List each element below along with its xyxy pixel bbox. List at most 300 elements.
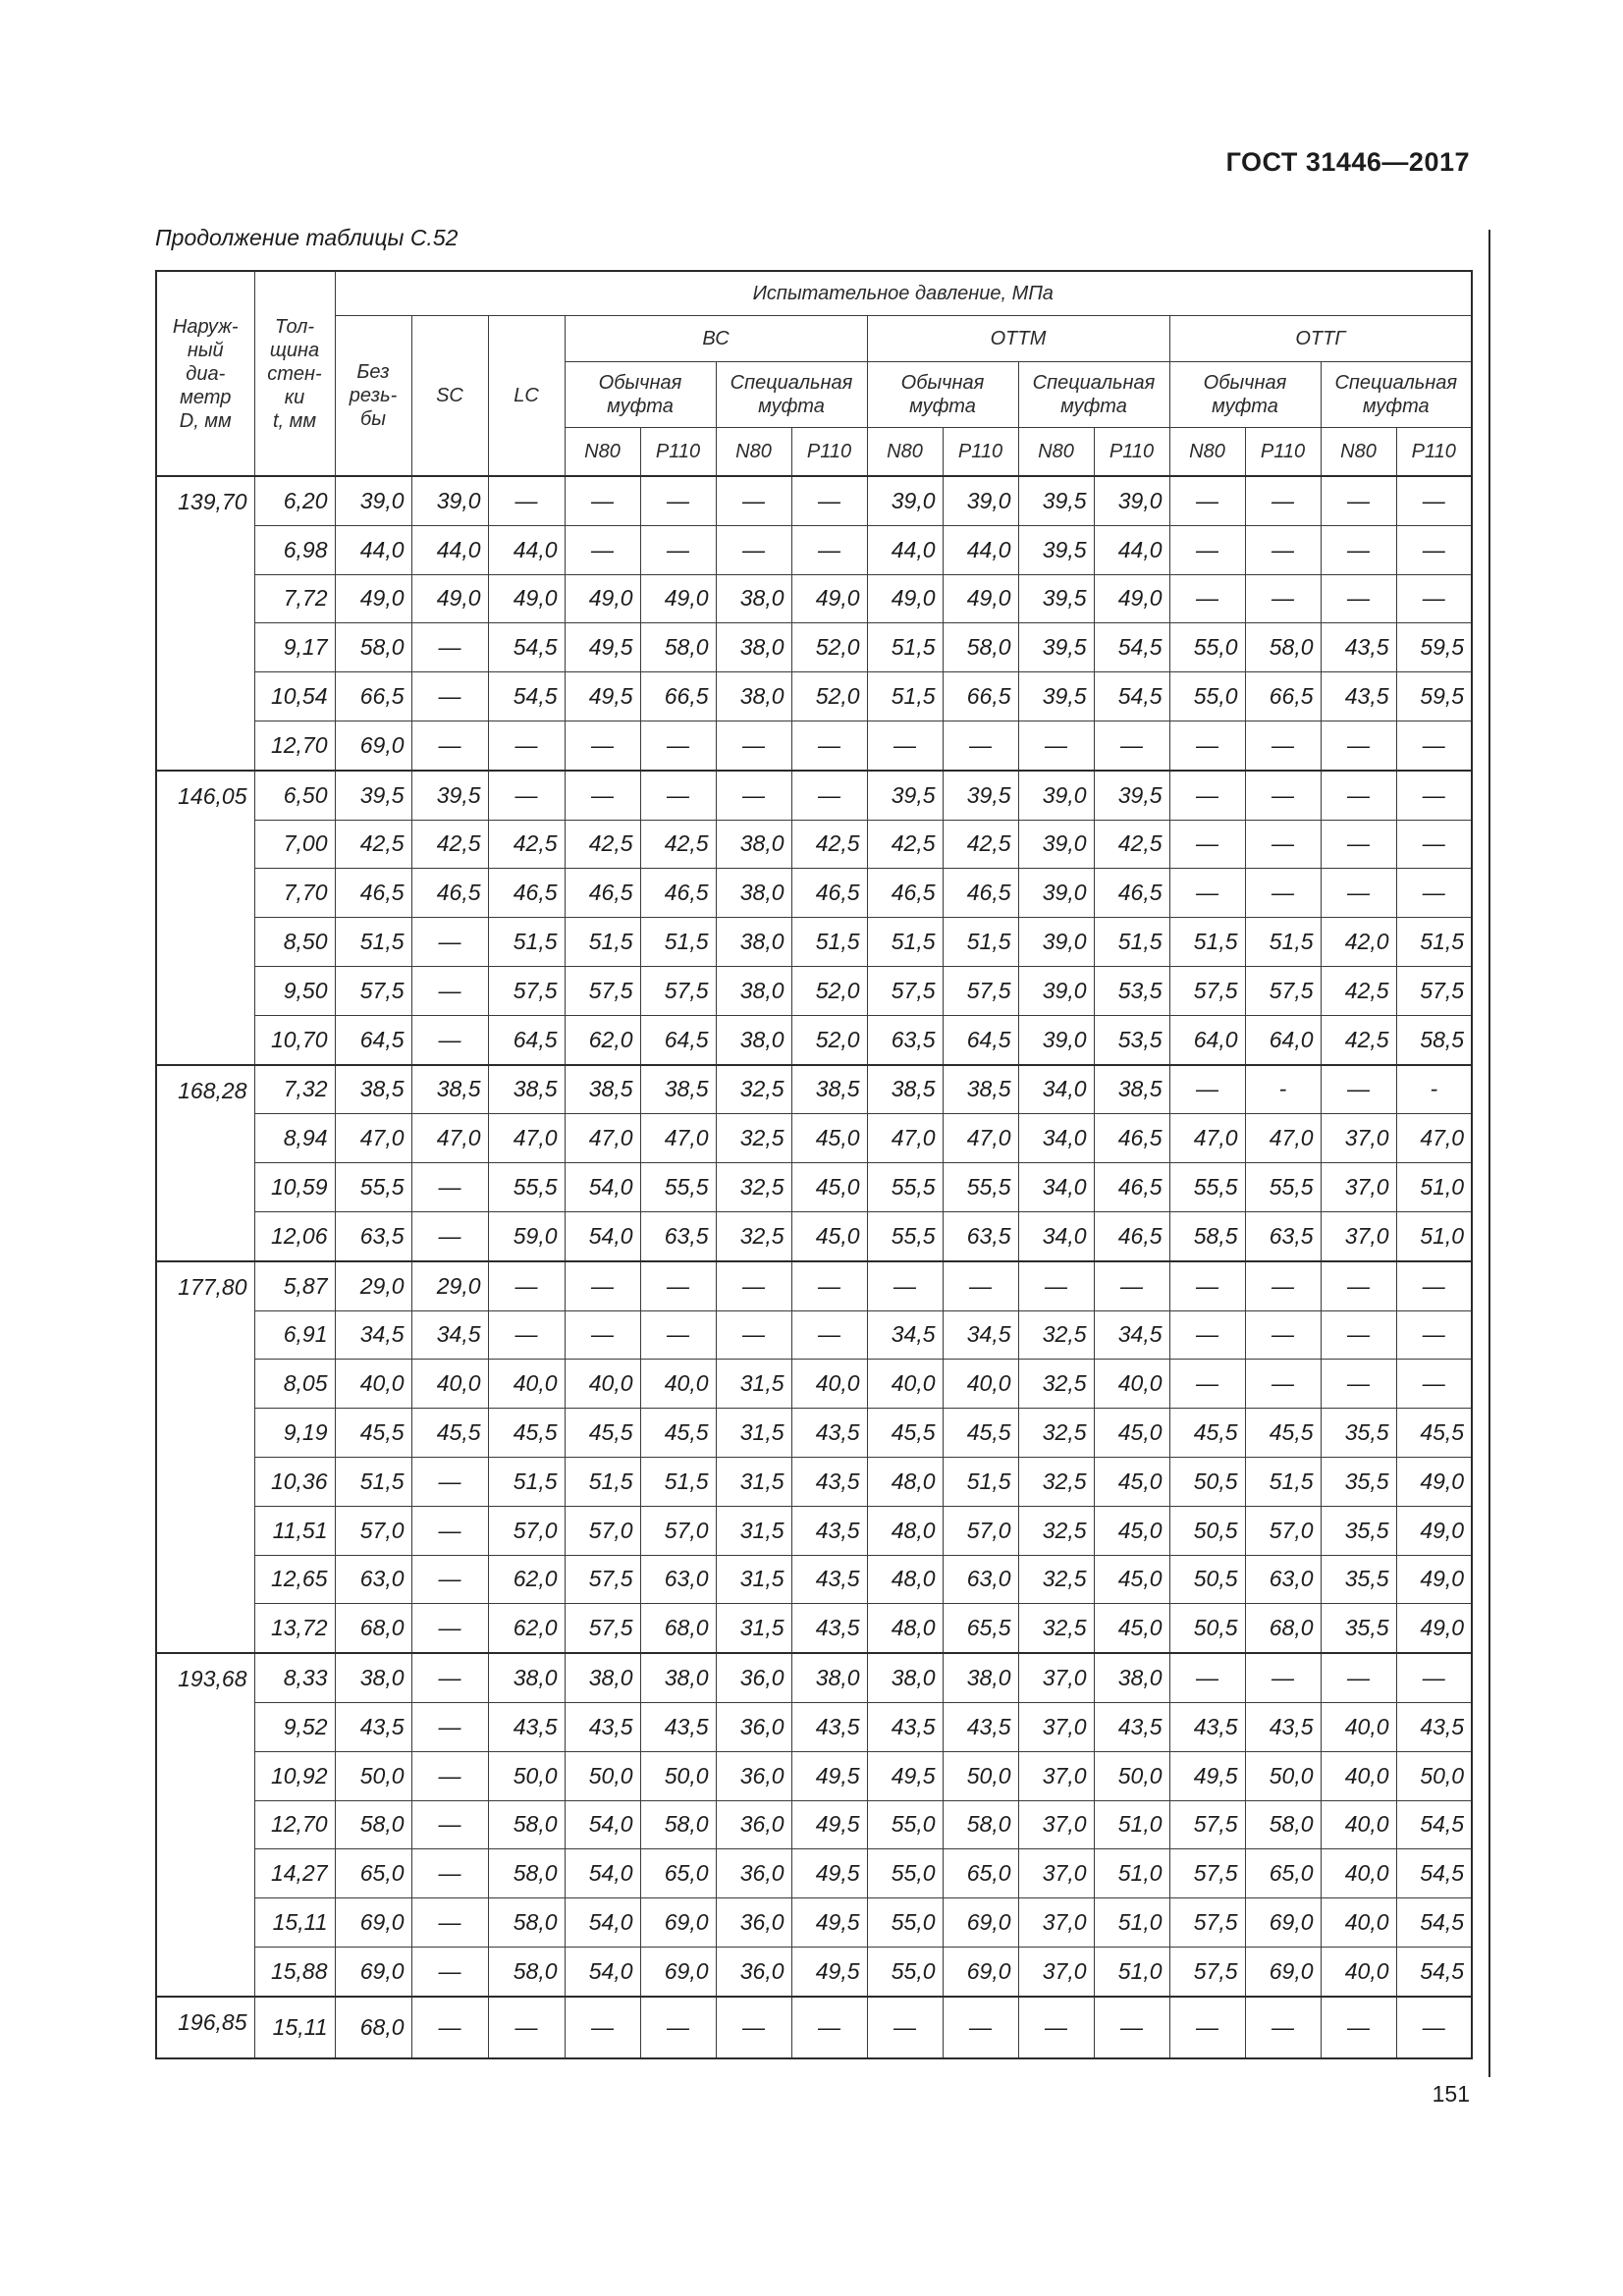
cell-test-pressure: 43,5 — [791, 1457, 867, 1506]
cell-test-pressure: 32,5 — [1018, 1604, 1094, 1653]
cell-test-pressure: — — [1396, 525, 1472, 574]
cell-test-pressure: 48,0 — [867, 1457, 943, 1506]
cell-test-pressure: 48,0 — [867, 1506, 943, 1555]
cell-test-pressure: — — [1018, 1997, 1094, 2058]
cell-wall-thickness: 9,50 — [254, 966, 335, 1015]
cell-wall-thickness: 9,19 — [254, 1409, 335, 1458]
cell-test-pressure: 55,5 — [488, 1163, 565, 1212]
cell-test-pressure: 43,5 — [791, 1555, 867, 1604]
cell-test-pressure: 49,0 — [488, 574, 565, 623]
table-header — [156, 271, 1472, 476]
cell-test-pressure: 32,5 — [716, 1211, 791, 1260]
cell-test-pressure: — — [565, 1997, 640, 2058]
cell-outer-diameter: 193,68 — [156, 1653, 254, 1997]
cell-test-pressure: 51,0 — [1094, 1898, 1169, 1948]
cell-test-pressure: 63,5 — [867, 1015, 943, 1064]
cell-test-pressure: 46,5 — [335, 869, 411, 918]
cell-wall-thickness: 7,72 — [254, 574, 335, 623]
table-row — [156, 1898, 1472, 1948]
cell-wall-thickness: 7,70 — [254, 869, 335, 918]
cell-test-pressure: 35,5 — [1321, 1506, 1396, 1555]
cell-test-pressure: 55,5 — [867, 1211, 943, 1260]
cell-test-pressure: 57,5 — [1245, 966, 1321, 1015]
cell-test-pressure: — — [716, 525, 791, 574]
cell-test-pressure: 69,0 — [1245, 1947, 1321, 1996]
cell-test-pressure: 50,0 — [565, 1751, 640, 1800]
table-row — [156, 1800, 1472, 1849]
cell-test-pressure: 52,0 — [791, 1015, 867, 1064]
cell-test-pressure: 45,5 — [335, 1409, 411, 1458]
cell-test-pressure: 45,0 — [791, 1114, 867, 1163]
cell-test-pressure: 40,0 — [1321, 1702, 1396, 1751]
cell-test-pressure: 36,0 — [716, 1702, 791, 1751]
header-group-ottm: ОТТМ — [867, 316, 1169, 362]
cell-test-pressure: 64,5 — [943, 1015, 1018, 1064]
cell-test-pressure: 31,5 — [716, 1604, 791, 1653]
table-row — [156, 1506, 1472, 1555]
cell-test-pressure: 57,0 — [1245, 1506, 1321, 1555]
cell-wall-thickness: 7,00 — [254, 820, 335, 869]
header-sc: SC — [411, 316, 488, 477]
table-row — [156, 1065, 1472, 1114]
cell-test-pressure: 46,5 — [1094, 869, 1169, 918]
header-grade-p110: P110 — [791, 428, 867, 477]
cell-test-pressure: 46,5 — [791, 869, 867, 918]
cell-test-pressure: 58,0 — [640, 1800, 716, 1849]
cell-wall-thickness: 12,65 — [254, 1555, 335, 1604]
table-row — [156, 1261, 1472, 1310]
cell-test-pressure: 65,0 — [1245, 1849, 1321, 1898]
cell-test-pressure: 57,0 — [488, 1506, 565, 1555]
cell-test-pressure: 55,0 — [867, 1849, 943, 1898]
cell-test-pressure: — — [411, 1849, 488, 1898]
cell-test-pressure: — — [1094, 721, 1169, 770]
cell-wall-thickness: 8,50 — [254, 918, 335, 967]
cell-test-pressure: 29,0 — [411, 1261, 488, 1310]
cell-test-pressure: 38,0 — [488, 1653, 565, 1702]
cell-test-pressure: 32,5 — [1018, 1360, 1094, 1409]
cell-test-pressure: 36,0 — [716, 1947, 791, 1996]
cell-test-pressure: 37,0 — [1018, 1947, 1094, 1996]
cell-test-pressure: 49,0 — [1396, 1604, 1472, 1653]
cell-test-pressure: — — [411, 1898, 488, 1948]
cell-test-pressure: 39,0 — [1094, 476, 1169, 525]
cell-test-pressure: 31,5 — [716, 1555, 791, 1604]
cell-test-pressure: — — [411, 1751, 488, 1800]
cell-test-pressure: 32,5 — [1018, 1506, 1094, 1555]
cell-test-pressure: 58,5 — [1169, 1211, 1245, 1260]
cell-test-pressure: 52,0 — [791, 966, 867, 1015]
cell-test-pressure: 55,0 — [1169, 672, 1245, 721]
cell-test-pressure: — — [411, 623, 488, 672]
cell-wall-thickness: 15,11 — [254, 1898, 335, 1948]
cell-test-pressure: — — [565, 1310, 640, 1360]
cell-test-pressure: 38,0 — [716, 1015, 791, 1064]
cell-test-pressure: 39,5 — [943, 771, 1018, 820]
cell-test-pressure: 58,0 — [640, 623, 716, 672]
standard-number: ГОСТ 31446—2017 — [1225, 147, 1470, 177]
cell-test-pressure: 36,0 — [716, 1849, 791, 1898]
cell-test-pressure: 68,0 — [1245, 1604, 1321, 1653]
cell-test-pressure: 44,0 — [943, 525, 1018, 574]
cell-wall-thickness: 9,52 — [254, 1702, 335, 1751]
cell-test-pressure: 47,0 — [411, 1114, 488, 1163]
cell-test-pressure: 57,5 — [565, 1555, 640, 1604]
cell-test-pressure: — — [411, 966, 488, 1015]
cell-test-pressure: 34,5 — [1094, 1310, 1169, 1360]
cell-test-pressure: — — [1245, 771, 1321, 820]
cell-test-pressure: 47,0 — [1169, 1114, 1245, 1163]
cell-test-pressure: 68,0 — [640, 1604, 716, 1653]
cell-test-pressure: 58,0 — [943, 1800, 1018, 1849]
cell-test-pressure: 44,0 — [488, 525, 565, 574]
cell-test-pressure: 35,5 — [1321, 1409, 1396, 1458]
cell-test-pressure: 42,5 — [791, 820, 867, 869]
cell-test-pressure: 57,5 — [1396, 966, 1472, 1015]
cell-test-pressure: 51,0 — [1094, 1947, 1169, 1996]
cell-test-pressure: 32,5 — [716, 1114, 791, 1163]
cell-test-pressure: 63,0 — [943, 1555, 1018, 1604]
cell-test-pressure: 65,5 — [943, 1604, 1018, 1653]
cell-test-pressure: 51,5 — [1169, 918, 1245, 967]
table-row — [156, 918, 1472, 967]
cell-test-pressure: — — [1321, 1997, 1396, 2058]
cell-test-pressure: 43,5 — [791, 1506, 867, 1555]
cell-test-pressure: 57,5 — [867, 966, 943, 1015]
cell-test-pressure: — — [1169, 771, 1245, 820]
cell-test-pressure: 40,0 — [1321, 1751, 1396, 1800]
cell-test-pressure: 51,5 — [335, 918, 411, 967]
cell-test-pressure: 38,0 — [943, 1653, 1018, 1702]
table-row — [156, 672, 1472, 721]
cell-test-pressure: 46,5 — [943, 869, 1018, 918]
cell-test-pressure: 58,0 — [943, 623, 1018, 672]
cell-test-pressure: — — [411, 1211, 488, 1260]
cell-wall-thickness: 15,88 — [254, 1947, 335, 1996]
cell-test-pressure: 52,0 — [791, 623, 867, 672]
cell-test-pressure: 51,5 — [488, 918, 565, 967]
cell-test-pressure: — — [411, 1604, 488, 1653]
cell-test-pressure: 51,5 — [867, 918, 943, 967]
cell-test-pressure: 63,5 — [943, 1211, 1018, 1260]
cell-test-pressure: — — [1396, 1310, 1472, 1360]
cell-test-pressure: 54,5 — [1396, 1947, 1472, 1996]
cell-test-pressure: 49,0 — [1396, 1457, 1472, 1506]
cell-test-pressure: 34,5 — [867, 1310, 943, 1360]
cell-test-pressure: 42,5 — [1321, 966, 1396, 1015]
cell-test-pressure: 55,5 — [1169, 1163, 1245, 1212]
table-row — [156, 1751, 1472, 1800]
cell-test-pressure: 43,5 — [335, 1702, 411, 1751]
cell-test-pressure: 54,5 — [488, 623, 565, 672]
cell-test-pressure: 64,0 — [1245, 1015, 1321, 1064]
cell-test-pressure: — — [1245, 574, 1321, 623]
cell-test-pressure: 59,5 — [1396, 623, 1472, 672]
cell-test-pressure: — — [716, 1261, 791, 1310]
cell-test-pressure: 43,5 — [867, 1702, 943, 1751]
cell-test-pressure: — — [716, 771, 791, 820]
cell-test-pressure: 58,0 — [488, 1898, 565, 1948]
cell-test-pressure: 45,5 — [1169, 1409, 1245, 1458]
cell-test-pressure: — — [411, 672, 488, 721]
cell-test-pressure: — — [1169, 1310, 1245, 1360]
cell-test-pressure: — — [791, 721, 867, 770]
cell-test-pressure: 38,5 — [943, 1065, 1018, 1114]
cell-test-pressure: 38,5 — [640, 1065, 716, 1114]
cell-test-pressure: 48,0 — [867, 1604, 943, 1653]
cell-test-pressure: 38,5 — [791, 1065, 867, 1114]
cell-test-pressure: 58,0 — [488, 1800, 565, 1849]
cell-test-pressure: 46,5 — [1094, 1114, 1169, 1163]
cell-test-pressure: 40,0 — [943, 1360, 1018, 1409]
cell-test-pressure: — — [565, 771, 640, 820]
cell-test-pressure: 39,0 — [943, 476, 1018, 525]
cell-test-pressure: 47,0 — [1396, 1114, 1472, 1163]
cell-test-pressure: 49,5 — [791, 1800, 867, 1849]
cell-test-pressure: 64,5 — [640, 1015, 716, 1064]
cell-test-pressure: 37,0 — [1321, 1114, 1396, 1163]
cell-test-pressure: 44,0 — [867, 525, 943, 574]
header-grade-n80: N80 — [565, 428, 640, 477]
cell-test-pressure: 31,5 — [716, 1506, 791, 1555]
cell-wall-thickness: 12,06 — [254, 1211, 335, 1260]
cell-test-pressure: 49,0 — [943, 574, 1018, 623]
cell-test-pressure: 32,5 — [1018, 1310, 1094, 1360]
header-special-coupling: Специальная муфта — [716, 362, 867, 428]
cell-test-pressure: 62,0 — [488, 1604, 565, 1653]
cell-test-pressure: 54,0 — [565, 1898, 640, 1948]
cell-test-pressure: — — [640, 525, 716, 574]
header-grade-p110: P110 — [640, 428, 716, 477]
cell-test-pressure: 54,0 — [565, 1849, 640, 1898]
cell-test-pressure: — — [1396, 771, 1472, 820]
cell-test-pressure: — — [411, 1800, 488, 1849]
cell-test-pressure: 31,5 — [716, 1409, 791, 1458]
cell-test-pressure: 49,5 — [791, 1849, 867, 1898]
cell-test-pressure: 55,0 — [867, 1898, 943, 1948]
cell-test-pressure: 48,0 — [867, 1555, 943, 1604]
cell-wall-thickness: 7,32 — [254, 1065, 335, 1114]
cell-test-pressure: — — [1169, 1261, 1245, 1310]
cell-test-pressure: 69,0 — [335, 1947, 411, 1996]
cell-test-pressure: 38,5 — [1094, 1065, 1169, 1114]
cell-test-pressure: — — [1094, 1261, 1169, 1310]
cell-test-pressure: 47,0 — [565, 1114, 640, 1163]
cell-test-pressure: 62,0 — [488, 1555, 565, 1604]
cell-test-pressure: — — [1245, 1360, 1321, 1409]
cell-test-pressure: 57,0 — [943, 1506, 1018, 1555]
cell-test-pressure: 47,0 — [640, 1114, 716, 1163]
cell-test-pressure: 42,0 — [1321, 918, 1396, 967]
cell-test-pressure: — — [411, 1653, 488, 1702]
cell-test-pressure: — — [640, 1997, 716, 2058]
cell-test-pressure: 59,5 — [1396, 672, 1472, 721]
cell-wall-thickness: 5,87 — [254, 1261, 335, 1310]
cell-test-pressure: 52,0 — [791, 672, 867, 721]
header-grade-n80: N80 — [1169, 428, 1245, 477]
cell-test-pressure: — — [565, 721, 640, 770]
cell-test-pressure: 69,0 — [335, 721, 411, 770]
cell-test-pressure: 42,5 — [943, 820, 1018, 869]
header-normal-coupling: Обычная муфта — [867, 362, 1018, 428]
cell-wall-thickness: 12,70 — [254, 1800, 335, 1849]
cell-test-pressure: 39,0 — [1018, 966, 1094, 1015]
cell-test-pressure: 64,0 — [1169, 1015, 1245, 1064]
cell-test-pressure: 55,0 — [1169, 623, 1245, 672]
cell-test-pressure: 38,0 — [716, 574, 791, 623]
cell-test-pressure: 63,0 — [1245, 1555, 1321, 1604]
cell-test-pressure: 53,5 — [1094, 966, 1169, 1015]
cell-test-pressure: 69,0 — [943, 1947, 1018, 1996]
table-row — [156, 1653, 1472, 1702]
cell-test-pressure: 58,0 — [1245, 623, 1321, 672]
cell-test-pressure: 36,0 — [716, 1653, 791, 1702]
cell-test-pressure: 40,0 — [1321, 1947, 1396, 1996]
cell-test-pressure: 39,5 — [335, 771, 411, 820]
cell-test-pressure: — — [1396, 1997, 1472, 2058]
cell-test-pressure: 55,5 — [867, 1163, 943, 1212]
cell-test-pressure: 38,0 — [1094, 1653, 1169, 1702]
cell-test-pressure: — — [640, 476, 716, 525]
cell-test-pressure: — — [1169, 1653, 1245, 1702]
cell-test-pressure: — — [488, 771, 565, 820]
cell-test-pressure: 42,5 — [335, 820, 411, 869]
table-row — [156, 966, 1472, 1015]
table-row — [156, 1604, 1472, 1653]
cell-test-pressure: — — [1321, 1310, 1396, 1360]
cell-test-pressure: — — [943, 1997, 1018, 2058]
table-row — [156, 1409, 1472, 1458]
cell-test-pressure: — — [565, 1261, 640, 1310]
cell-test-pressure: 44,0 — [335, 525, 411, 574]
cell-test-pressure: 45,0 — [1094, 1457, 1169, 1506]
table-row — [156, 1360, 1472, 1409]
cell-test-pressure: 55,5 — [1245, 1163, 1321, 1212]
table-row — [156, 1114, 1472, 1163]
cell-test-pressure: — — [1018, 721, 1094, 770]
cell-test-pressure: 57,5 — [943, 966, 1018, 1015]
page-number: 151 — [1432, 2081, 1470, 2107]
header-grade-n80: N80 — [1018, 428, 1094, 477]
cell-test-pressure: 51,5 — [943, 918, 1018, 967]
cell-test-pressure: 29,0 — [335, 1261, 411, 1310]
header-wall-thickness: Тол- щина стен- ки t, мм — [254, 271, 335, 476]
cell-test-pressure: — — [1245, 1653, 1321, 1702]
cell-test-pressure: 51,5 — [791, 918, 867, 967]
cell-test-pressure: 39,0 — [1018, 1015, 1094, 1064]
cell-test-pressure: 38,0 — [716, 869, 791, 918]
cell-test-pressure: 54,5 — [1396, 1849, 1472, 1898]
cell-test-pressure: — — [791, 771, 867, 820]
cell-test-pressure: 34,5 — [411, 1310, 488, 1360]
cell-test-pressure: 37,0 — [1018, 1849, 1094, 1898]
cell-test-pressure: 37,0 — [1018, 1898, 1094, 1948]
cell-test-pressure: — — [488, 1310, 565, 1360]
cell-test-pressure: — — [411, 1163, 488, 1212]
header-group-ottg: ОТТГ — [1169, 316, 1472, 362]
cell-test-pressure: 65,0 — [640, 1849, 716, 1898]
cell-test-pressure: 57,5 — [565, 966, 640, 1015]
cell-test-pressure: 58,0 — [335, 1800, 411, 1849]
cell-wall-thickness: 10,92 — [254, 1751, 335, 1800]
cell-test-pressure: 49,5 — [791, 1898, 867, 1948]
cell-test-pressure: 54,5 — [1396, 1898, 1472, 1948]
cell-test-pressure: 58,0 — [1245, 1800, 1321, 1849]
cell-wall-thickness: 10,59 — [254, 1163, 335, 1212]
table-row — [156, 721, 1472, 770]
table-row — [156, 869, 1472, 918]
table-row — [156, 574, 1472, 623]
cell-test-pressure: 40,0 — [1321, 1800, 1396, 1849]
cell-outer-diameter: 168,28 — [156, 1065, 254, 1261]
cell-test-pressure: — — [1018, 1261, 1094, 1310]
cell-test-pressure: 39,5 — [411, 771, 488, 820]
cell-test-pressure: — — [411, 1555, 488, 1604]
cell-test-pressure: 49,0 — [640, 574, 716, 623]
cell-test-pressure: 43,5 — [943, 1702, 1018, 1751]
cell-test-pressure: 40,0 — [488, 1360, 565, 1409]
header-diameter: Наруж- ный диа- метр D, мм — [156, 271, 254, 476]
cell-test-pressure: 43,5 — [1169, 1702, 1245, 1751]
cell-test-pressure: 69,0 — [335, 1898, 411, 1948]
cell-test-pressure: 35,5 — [1321, 1604, 1396, 1653]
cell-test-pressure: 63,5 — [1245, 1211, 1321, 1260]
cell-test-pressure: — — [640, 771, 716, 820]
cell-test-pressure: 37,0 — [1321, 1211, 1396, 1260]
header-normal-coupling: Обычная муфта — [1169, 362, 1321, 428]
cell-test-pressure: 51,0 — [1396, 1163, 1472, 1212]
cell-test-pressure: 49,0 — [411, 574, 488, 623]
cell-test-pressure: 43,5 — [791, 1409, 867, 1458]
cell-test-pressure: 51,0 — [1396, 1211, 1472, 1260]
cell-test-pressure: — — [1169, 476, 1245, 525]
cell-test-pressure: 42,5 — [867, 820, 943, 869]
cell-test-pressure: — — [1245, 1997, 1321, 2058]
cell-test-pressure: 55,5 — [335, 1163, 411, 1212]
cell-test-pressure: 38,0 — [716, 623, 791, 672]
cell-test-pressure: 45,0 — [1094, 1604, 1169, 1653]
cell-test-pressure: 39,0 — [1018, 869, 1094, 918]
cell-test-pressure: 43,5 — [791, 1604, 867, 1653]
table-row — [156, 1947, 1472, 1996]
cell-test-pressure: 65,0 — [943, 1849, 1018, 1898]
cell-test-pressure: 49,5 — [791, 1947, 867, 1996]
cell-test-pressure: — — [1169, 574, 1245, 623]
cell-outer-diameter: 139,70 — [156, 476, 254, 771]
cell-test-pressure: — — [1396, 476, 1472, 525]
cell-test-pressure: 43,5 — [1321, 623, 1396, 672]
cell-test-pressure: — — [411, 1947, 488, 1996]
cell-test-pressure: — — [1321, 869, 1396, 918]
cell-test-pressure: 42,5 — [565, 820, 640, 869]
cell-test-pressure: — — [716, 1310, 791, 1360]
cell-test-pressure: - — [1245, 1065, 1321, 1114]
cell-wall-thickness: 11,51 — [254, 1506, 335, 1555]
cell-test-pressure: — — [791, 1310, 867, 1360]
cell-test-pressure: 64,5 — [488, 1015, 565, 1064]
cell-test-pressure: 51,5 — [943, 1457, 1018, 1506]
cell-test-pressure: 34,0 — [1018, 1211, 1094, 1260]
cell-test-pressure: 50,0 — [335, 1751, 411, 1800]
cell-test-pressure: — — [1169, 1997, 1245, 2058]
header-no-thread: Без резь- бы — [335, 316, 411, 477]
cell-test-pressure: 43,5 — [1396, 1702, 1472, 1751]
cell-test-pressure: 38,0 — [716, 918, 791, 967]
cell-test-pressure: — — [791, 525, 867, 574]
cell-test-pressure: — — [411, 1015, 488, 1064]
cell-test-pressure: 38,0 — [565, 1653, 640, 1702]
cell-test-pressure: 34,0 — [1018, 1065, 1094, 1114]
